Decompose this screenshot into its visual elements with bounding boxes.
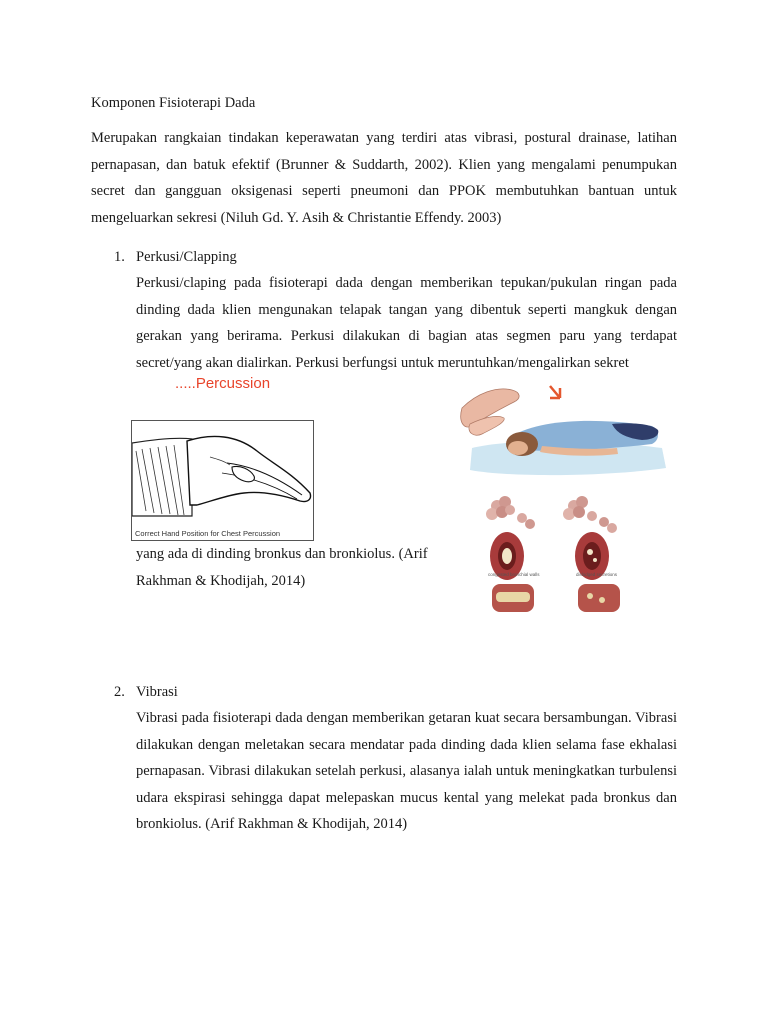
alveoli-cluster-left bbox=[486, 496, 535, 612]
vibrasi-paragraph: Vibrasi pada fisioterapi dada dengan memberikan getaran kuat secara bersambungan. Vibrasi dilakukan dengan meletakan secara mendatar pada dinding dada klien selama fase ekhalasi pernapasan. Vibrasi dilakukan setelah perkusi, alasanya ialah untuk meningkatkan turbulensi udara ekspirasi sehingga dapat melepaskan mucus kental yang melekat pada bronkus dan bronkiolus. (Arif Rakhman & Khodijah, 2014) bbox=[136, 710, 677, 832]
intro-paragraph: Merupakan rangkaian tindakan keperawatan yang terdiri atas vibrasi, postural drainase, latihan pernapasan, dan batuk efektif (Brunner & Suddarth, 2002). Klien yang mengalami penumpukan secret dan gangguan oksigenasi seperti pneumoni dan PPOK membutuhkan bantuan untuk mengeluarkan sekresi (Niluh Gd. Y. Asih & Christantie Effendy. 2003) bbox=[91, 130, 677, 226]
percussion-label: .....Percussion bbox=[175, 375, 271, 392]
hand-position-figure bbox=[131, 420, 314, 541]
hand-figure-caption: Correct Hand Position for Chest Percussion bbox=[135, 529, 281, 538]
document-title: Komponen Fisioterapi Dada bbox=[91, 95, 256, 111]
perkusi-paragraph: Perkusi/claping pada fisioterapi dada dengan memberikan tepukan/pukulan ringan pada dinding dada klien mengunakan telapak tangan yang dibentuk seperti mangkuk dengan gerakan yang berirama. Perkusi dilakukan di bagian atas segmen paru yang terdapat secret/yang akan dialirkan. Perkusi berfungsi untuk meruntuhkan/mengalirkan sekret bbox=[136, 275, 677, 371]
cupped-hand-icon bbox=[132, 421, 313, 526]
illus-caption-left: congested bronchial walls bbox=[488, 572, 540, 577]
list-number-1: 1. bbox=[114, 249, 125, 265]
list-number-2: 2. bbox=[114, 684, 125, 700]
alveoli-cluster-right bbox=[563, 496, 620, 612]
perkusi-paragraph-end: yang ada di dinding bronkus dan bronkiolus. (Arif Rakhman & Khodijah, 2014) bbox=[136, 546, 428, 589]
percussion-illustration bbox=[452, 378, 670, 630]
list-heading-vibrasi: Vibrasi bbox=[136, 684, 178, 700]
patient-percussion-icon bbox=[452, 378, 670, 630]
list-heading-perkusi: Perkusi/Clapping bbox=[136, 249, 237, 265]
illus-caption-right: dislodged secretions bbox=[576, 572, 618, 577]
